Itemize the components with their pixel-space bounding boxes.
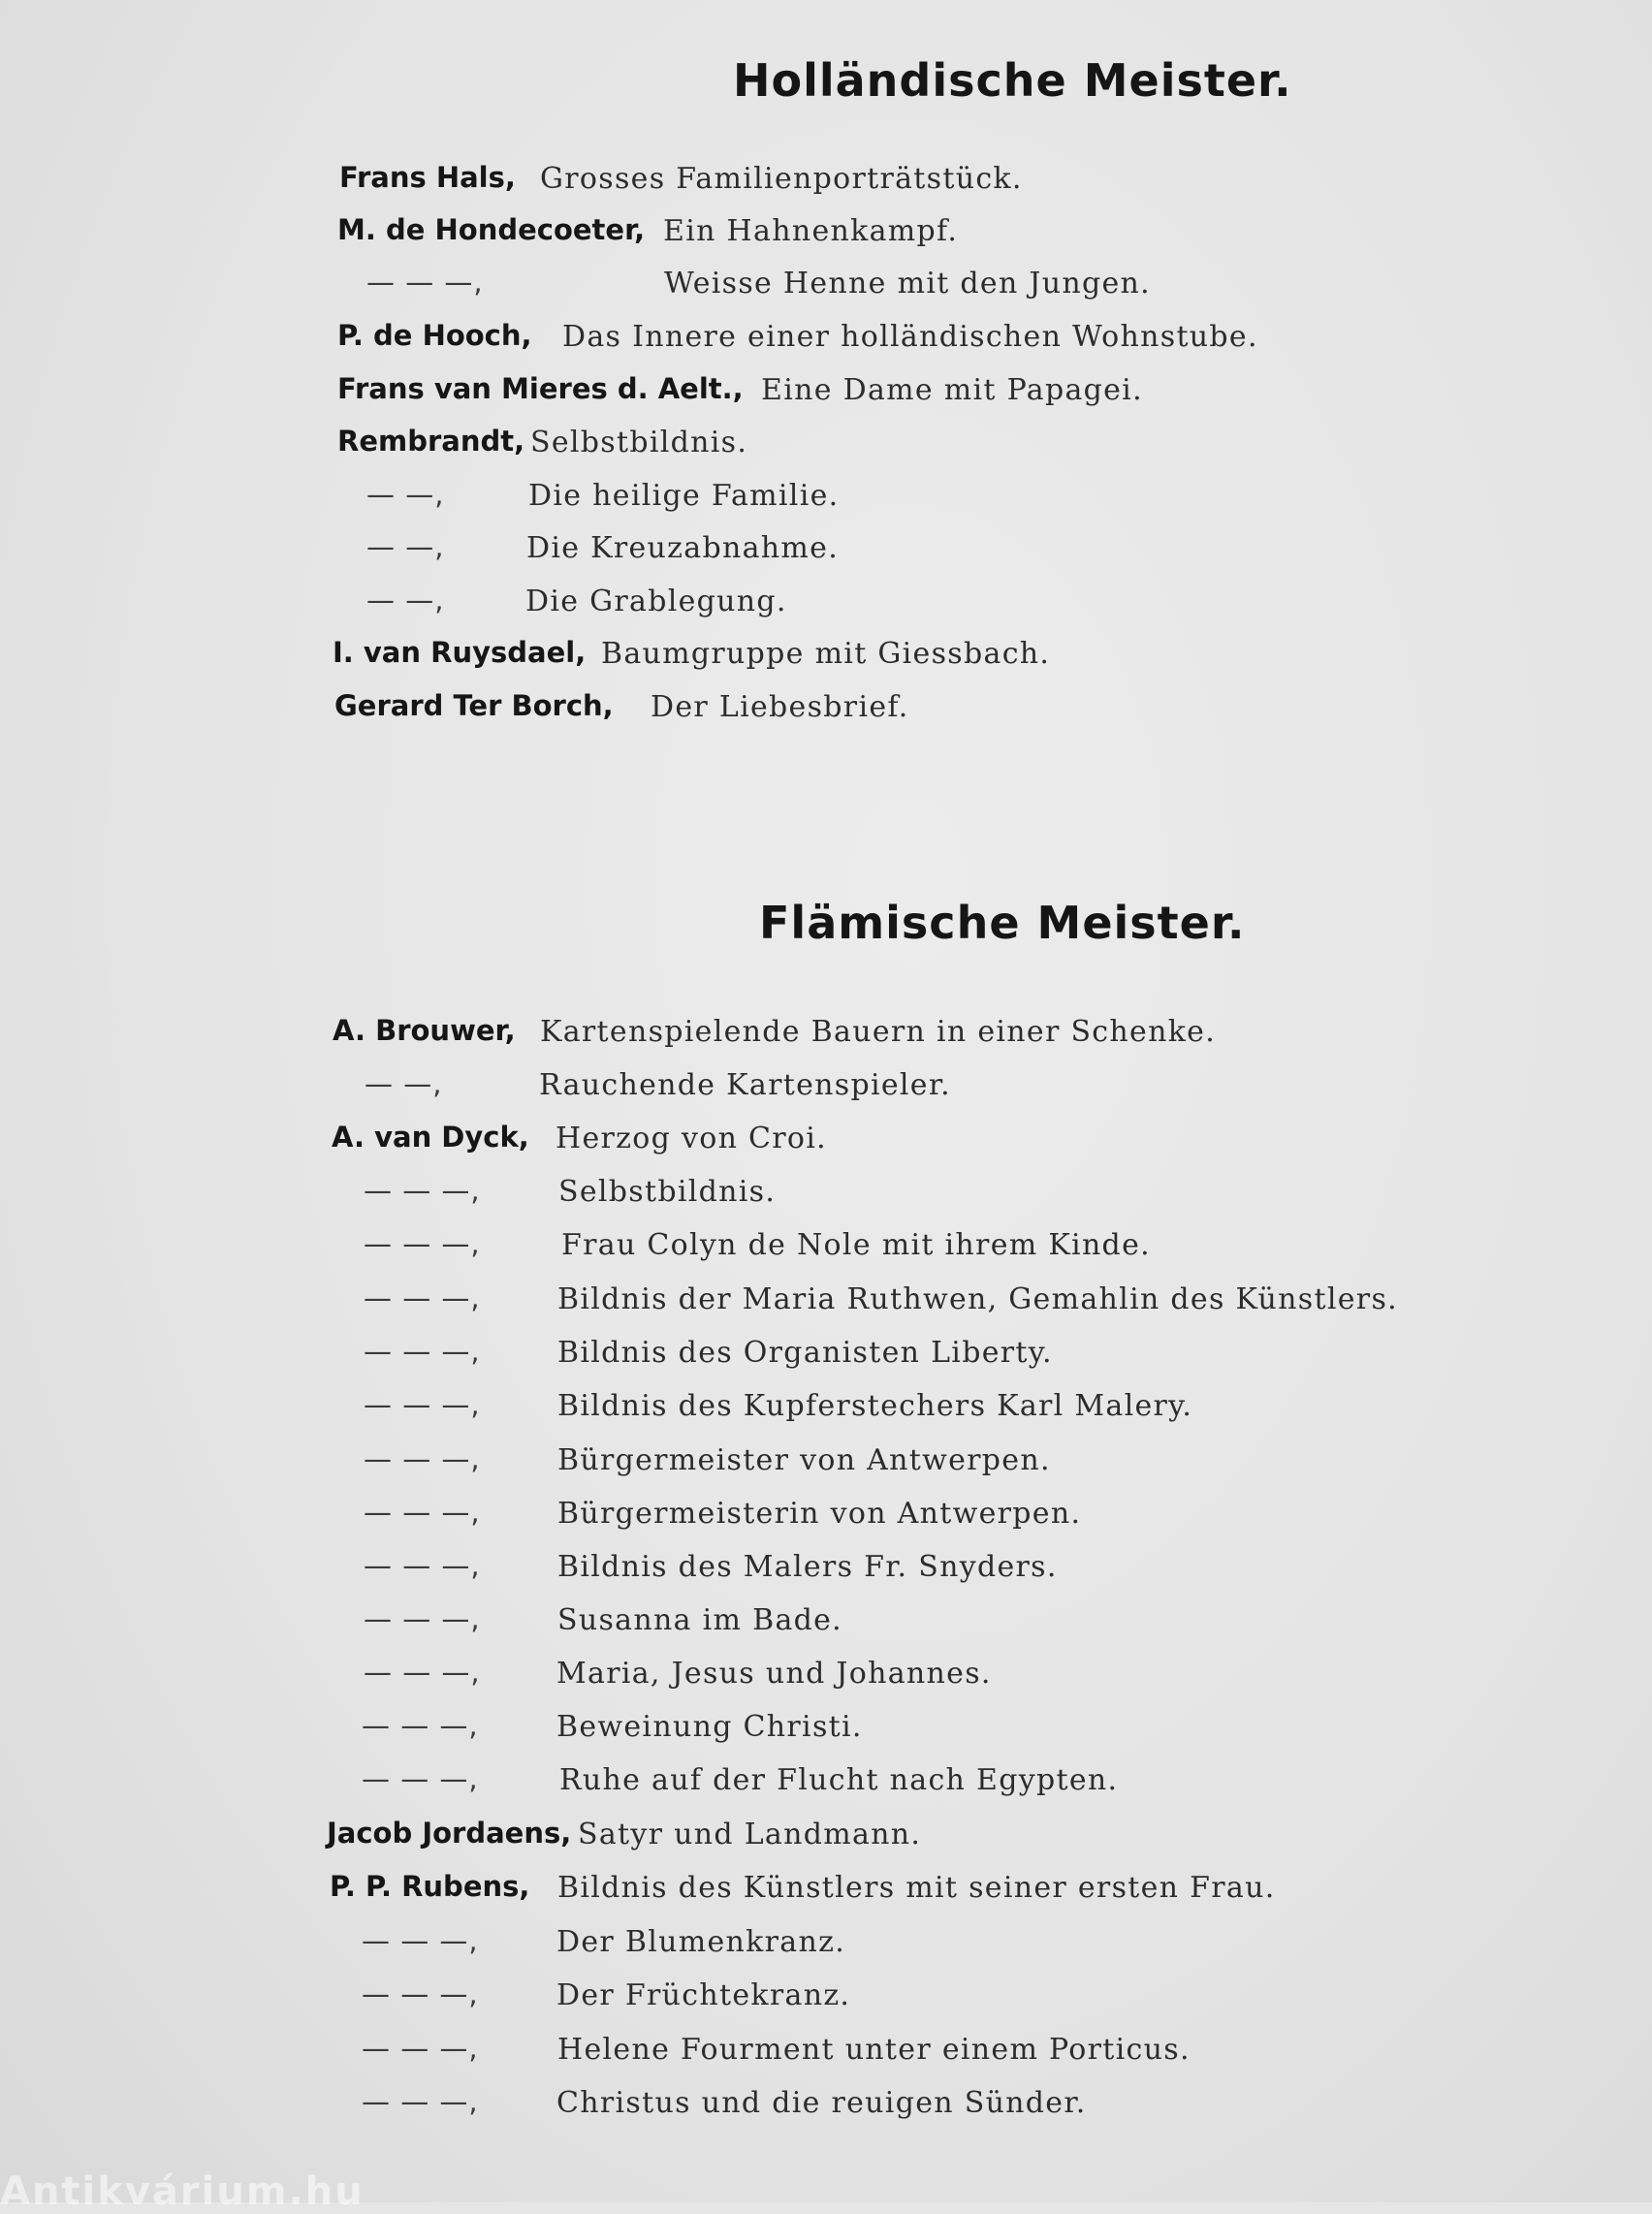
ditto-dashes: — — —, — [362, 1977, 479, 2010]
painting-title: Bildnis des Malers Fr. Snyders. — [557, 1550, 1058, 1584]
painting-title: Die Grablegung. — [525, 585, 787, 618]
painting-title: Ruhe auf der Flucht nach Egypten. — [559, 1763, 1119, 1797]
artist-name: Frans Hals, — [339, 161, 516, 194]
ditto-dashes: — — —, — [364, 1602, 481, 1635]
ditto-dashes: — — —, — [362, 2085, 479, 2118]
painting-title: Bildnis der Maria Ruthwen, Gemahlin des Künstlers. — [557, 1282, 1398, 1316]
artist-name: Gerard Ter Borch, — [334, 689, 614, 722]
ditto-dashes: — —, — [365, 1067, 443, 1100]
ditto-dashes: — — —, — [364, 1442, 481, 1475]
painting-title: Susanna im Bade. — [557, 1603, 843, 1637]
painting-title: Der Liebesbrief. — [651, 690, 909, 724]
painting-title: Der Früchtekranz. — [556, 1978, 851, 2012]
painting-title: Selbstbildnis. — [558, 1175, 777, 1209]
painting-title: Bürgermeister von Antwerpen. — [557, 1443, 1051, 1477]
ditto-dashes: — — —, — [362, 1709, 479, 1742]
watermark: Antikvárium.hu — [0, 2169, 365, 2214]
painting-title: Beweinung Christi. — [556, 1710, 863, 1744]
painting-title: Selbstbildnis. — [530, 426, 748, 459]
ditto-dashes: — — —, — [364, 1496, 481, 1529]
heading-flemish-masters: Flämische Meister. — [759, 897, 1246, 949]
ditto-dashes: — — —, — [364, 1549, 481, 1582]
painting-title: Baumgruppe mit Giessbach. — [601, 637, 1051, 671]
artist-name: P. P. Rubens, — [330, 1870, 530, 1903]
painting-title: Die heilige Familie. — [528, 479, 840, 513]
ditto-dashes: — — —, — [364, 1174, 481, 1207]
painting-title: Helene Fourment unter einem Porticus. — [557, 2033, 1191, 2067]
painting-title: Christus und die reuigen Sünder. — [556, 2086, 1087, 2120]
painting-title: Der Blumenkranz. — [556, 1925, 846, 1959]
painting-title: Kartenspielende Bauern in einer Schenke. — [540, 1015, 1217, 1049]
artist-name: I. van Ruysdael, — [333, 636, 587, 669]
artist-name: Frans van Mieres d. Aelt., — [337, 372, 744, 405]
ditto-dashes: — — —, — [364, 1656, 481, 1689]
painting-title: Die Kreuzabnahme. — [526, 531, 840, 565]
ditto-dashes: — — —, — [364, 1227, 481, 1260]
painting-title: Das Innere einer holländischen Wohnstube. — [562, 320, 1258, 354]
painting-title: Rauchende Kartenspieler. — [539, 1068, 952, 1102]
artist-name: Rembrandt, — [337, 425, 525, 458]
heading-dutch-masters: Holländische Meister. — [733, 54, 1292, 107]
artist-name: P. de Hooch, — [337, 319, 532, 352]
artist-name: A. Brouwer, — [333, 1014, 516, 1047]
ditto-dashes: — —, — [366, 478, 445, 511]
artist-name: M. de Hondecoeter, — [337, 213, 646, 246]
ditto-dashes: — — —, — [366, 266, 484, 299]
painting-title: Maria, Jesus und Johannes. — [556, 1657, 992, 1691]
ditto-dashes: — — —, — [362, 1924, 479, 1957]
ditto-dashes: — — —, — [362, 2032, 479, 2065]
ditto-dashes: — — —, — [364, 1335, 481, 1368]
artist-name: Jacob Jordaens, — [327, 1817, 572, 1850]
artist-name: A. van Dyck, — [332, 1121, 529, 1154]
ditto-dashes: — — —, — [364, 1388, 481, 1421]
painting-title: Ein Hahnenkampf. — [663, 214, 959, 248]
painting-title: Herzog von Croi. — [556, 1122, 828, 1155]
painting-title: Grosses Familienporträtstück. — [540, 162, 1023, 196]
painting-title: Frau Colyn de Nole mit ihrem Kinde. — [561, 1228, 1151, 1262]
painting-title: Bürgermeisterin von Antwerpen. — [557, 1497, 1082, 1531]
ditto-dashes: — — —, — [364, 1281, 481, 1314]
painting-title: Eine Dame mit Papagei. — [761, 373, 1143, 407]
painting-title: Bildnis des Kupferstechers Karl Malery. — [557, 1389, 1193, 1423]
ditto-dashes: — — —, — [362, 1762, 479, 1795]
painting-title: Bildnis des Künstlers mit seiner ersten Frau. — [557, 1871, 1276, 1905]
painting-title: Satyr und Landmann. — [578, 1818, 922, 1851]
ditto-dashes: — —, — [366, 584, 445, 617]
ditto-dashes: — —, — [366, 530, 445, 563]
painting-title: Weisse Henne mit den Jungen. — [664, 267, 1152, 300]
painting-title: Bildnis des Organisten Liberty. — [557, 1336, 1053, 1370]
